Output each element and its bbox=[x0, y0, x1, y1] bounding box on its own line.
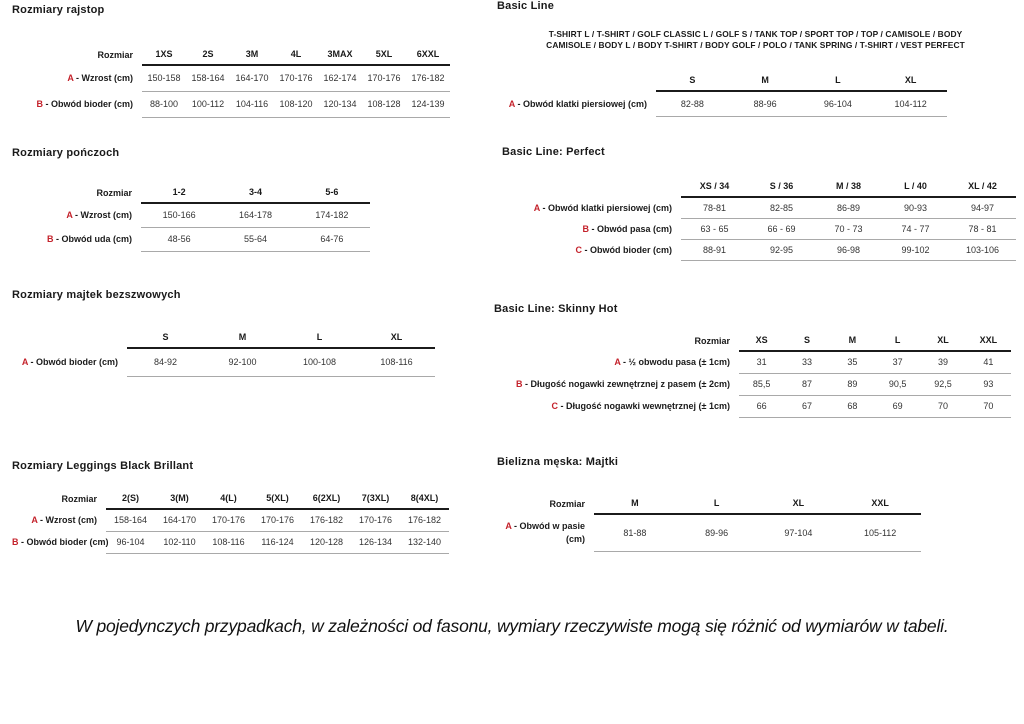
dimension-letter: A bbox=[67, 73, 74, 83]
size-column-header: S bbox=[656, 70, 729, 91]
measurement-row bbox=[12, 65, 450, 91]
section-title: Rozmiary majtek bezszwowych bbox=[12, 289, 181, 301]
dimension-letter: C bbox=[551, 401, 559, 411]
size-column-header: M bbox=[204, 327, 281, 348]
measurement-label: A - Wzrost (cm) bbox=[31, 515, 97, 525]
measurement-label: A - Wzrost (cm) bbox=[67, 73, 133, 83]
size-value: 86-89 bbox=[815, 197, 882, 218]
size-value: 176-182 bbox=[406, 65, 450, 91]
size-column-header: 2(S) bbox=[106, 488, 155, 509]
section-leggings bbox=[12, 460, 449, 554]
dimension-letter: C bbox=[575, 244, 582, 255]
rajstopy-size-table bbox=[12, 44, 450, 118]
size-value: 33 bbox=[784, 351, 829, 373]
size-value: 70 - 73 bbox=[815, 218, 882, 239]
measurement-row bbox=[494, 395, 1011, 417]
size-value: 82-88 bbox=[656, 91, 729, 116]
section-ponczochy bbox=[12, 147, 370, 252]
size-column-header: S / 36 bbox=[748, 176, 815, 197]
section-title: Rozmiary Leggings Black Brillant bbox=[12, 460, 194, 472]
dimension-letter: A bbox=[66, 210, 73, 220]
size-value: 108-128 bbox=[362, 91, 406, 117]
product-list-line-1: T-SHIRT L / T-SHIRT / GOLF CLASSIC L / GOLF S / TANK TOP / SPORT TOP / TOP / CAMISOLE / BODY bbox=[548, 29, 963, 39]
size-value: 100-108 bbox=[281, 348, 358, 376]
header-row bbox=[12, 488, 449, 509]
size-column-header: M / 38 bbox=[815, 176, 882, 197]
basic-line-product-list bbox=[497, 29, 1014, 50]
size-value: 120-128 bbox=[302, 531, 351, 553]
size-column-header: 3MAX bbox=[318, 44, 362, 65]
size-value: 78 - 81 bbox=[949, 218, 1016, 239]
header-row bbox=[502, 176, 1016, 197]
size-value: 174-182 bbox=[294, 203, 370, 227]
section-title: Basic Line: Skinny Hot bbox=[494, 303, 618, 315]
size-value: 67 bbox=[784, 395, 829, 417]
measurement-row bbox=[502, 218, 1016, 239]
size-column-header: 5XL bbox=[362, 44, 406, 65]
size-column-header: XXL bbox=[839, 493, 921, 514]
section-title: Rozmiary pończoch bbox=[12, 147, 120, 159]
size-value: 97-104 bbox=[758, 514, 840, 551]
size-column-header: 6(2XL) bbox=[302, 488, 351, 509]
measurement-label: B - Obwód uda (cm) bbox=[47, 234, 132, 244]
header-row bbox=[12, 182, 370, 203]
size-column-header: XL bbox=[358, 327, 435, 348]
header-row bbox=[494, 330, 1011, 351]
size-value: 87 bbox=[784, 373, 829, 395]
header-row bbox=[497, 493, 921, 514]
size-column-header: 2S bbox=[186, 44, 230, 65]
size-column-header: 8(4XL) bbox=[400, 488, 449, 509]
dimension-letter: A bbox=[505, 520, 512, 531]
size-column-header: 4(L) bbox=[204, 488, 253, 509]
basic-line-skinny-hot-size-table bbox=[494, 330, 1011, 418]
corner-label bbox=[502, 176, 681, 197]
size-value: 170-176 bbox=[274, 65, 318, 91]
size-value: 103-106 bbox=[949, 239, 1016, 260]
size-value: 108-116 bbox=[358, 348, 435, 376]
measurement-row bbox=[12, 227, 370, 251]
measurement-row bbox=[12, 531, 449, 553]
leggings-size-table bbox=[12, 488, 449, 554]
size-value: 70 bbox=[966, 395, 1011, 417]
size-value: 35 bbox=[830, 351, 875, 373]
size-value: 108-120 bbox=[274, 91, 318, 117]
size-value: 105-112 bbox=[839, 514, 921, 551]
size-column-header: XS bbox=[739, 330, 784, 351]
size-value: 88-100 bbox=[142, 91, 186, 117]
size-value: 96-98 bbox=[815, 239, 882, 260]
corner-label bbox=[12, 327, 127, 348]
corner-label: Rozmiar bbox=[549, 499, 585, 509]
size-column-header: L bbox=[676, 493, 758, 514]
size-value: 170-176 bbox=[351, 509, 400, 531]
measurement-label: B - Długość nogawki zewnętrznej z pasem (± 2cm) bbox=[516, 379, 730, 389]
size-value: 89-96 bbox=[676, 514, 758, 551]
size-value: 162-174 bbox=[318, 65, 362, 91]
ponczochy-size-table bbox=[12, 182, 370, 252]
size-value: 48-56 bbox=[141, 227, 217, 251]
size-value: 64-76 bbox=[294, 227, 370, 251]
size-value: 88-96 bbox=[729, 91, 802, 116]
size-column-header: S bbox=[784, 330, 829, 351]
header-row bbox=[12, 327, 435, 348]
size-column-header: 3M bbox=[230, 44, 274, 65]
basic-line-perfect-size-table bbox=[502, 176, 1016, 261]
measurement-row bbox=[12, 509, 449, 531]
size-value: 37 bbox=[875, 351, 920, 373]
size-value: 66 - 69 bbox=[748, 218, 815, 239]
measurement-label: A - Wzrost (cm) bbox=[66, 210, 132, 220]
size-column-header: XL bbox=[758, 493, 840, 514]
size-column-header: XL bbox=[874, 70, 947, 91]
measurement-row bbox=[494, 351, 1011, 373]
size-column-header: M bbox=[729, 70, 802, 91]
size-value: 78-81 bbox=[681, 197, 748, 218]
size-value: 176-182 bbox=[400, 509, 449, 531]
size-column-header: L bbox=[281, 327, 358, 348]
size-column-header: 4L bbox=[274, 44, 318, 65]
size-value: 84-92 bbox=[127, 348, 204, 376]
size-value: 39 bbox=[920, 351, 965, 373]
dimension-letter: A bbox=[508, 98, 515, 109]
size-value: 89 bbox=[830, 373, 875, 395]
size-value: 82-85 bbox=[748, 197, 815, 218]
size-value: 170-176 bbox=[362, 65, 406, 91]
measurement-label: A - ½ obwodu pasa (± 1cm) bbox=[614, 357, 730, 367]
size-value: 90-93 bbox=[882, 197, 949, 218]
bielizna-meska-size-table bbox=[497, 493, 921, 552]
size-column-header: M bbox=[830, 330, 875, 351]
measurement-row bbox=[12, 91, 450, 117]
measurement-row bbox=[497, 514, 921, 551]
size-column-header: 6XXL bbox=[406, 44, 450, 65]
measurement-row bbox=[12, 203, 370, 227]
size-column-header: L / 40 bbox=[882, 176, 949, 197]
size-value: 132-140 bbox=[400, 531, 449, 553]
size-value: 104-116 bbox=[230, 91, 274, 117]
measurement-label: A - Obwód klatki piersiowej (cm) bbox=[508, 98, 647, 109]
header-row bbox=[497, 70, 947, 91]
size-value: 170-176 bbox=[253, 509, 302, 531]
section-title: Basic Line bbox=[497, 0, 555, 12]
size-value: 63 - 65 bbox=[681, 218, 748, 239]
size-column-header: XL bbox=[920, 330, 965, 351]
dimension-letter: B bbox=[47, 234, 54, 244]
size-value: 108-116 bbox=[204, 531, 253, 553]
corner-label: Rozmiar bbox=[96, 188, 132, 198]
corner-label: Rozmiar bbox=[97, 50, 133, 60]
measurement-row bbox=[502, 239, 1016, 260]
size-value: 81-88 bbox=[594, 514, 676, 551]
dimension-letter: B bbox=[36, 99, 43, 109]
size-value: 126-134 bbox=[351, 531, 400, 553]
measurement-row bbox=[494, 373, 1011, 395]
size-value: 176-182 bbox=[302, 509, 351, 531]
dimension-letter: A bbox=[533, 202, 540, 213]
basic-line-size-table bbox=[497, 70, 947, 117]
section-title: Rozmiary rajstop bbox=[12, 4, 105, 16]
measurement-row bbox=[12, 348, 435, 376]
dimension-letter: A bbox=[614, 357, 621, 367]
size-column-header: M bbox=[594, 493, 676, 514]
corner-label: Rozmiar bbox=[694, 336, 730, 346]
size-value: 69 bbox=[875, 395, 920, 417]
size-value: 92-100 bbox=[204, 348, 281, 376]
dimension-letter: B bbox=[12, 537, 19, 547]
measurement-label: B - Obwód bioder (cm) bbox=[36, 99, 133, 109]
size-value: 158-164 bbox=[106, 509, 155, 531]
size-column-header: S bbox=[127, 327, 204, 348]
size-value: 99-102 bbox=[882, 239, 949, 260]
size-value: 93 bbox=[966, 373, 1011, 395]
size-value: 158-164 bbox=[186, 65, 230, 91]
size-value: 94-97 bbox=[949, 197, 1016, 218]
size-value: 120-134 bbox=[318, 91, 362, 117]
size-value: 70 bbox=[920, 395, 965, 417]
measurement-label: C - Obwód bioder (cm) bbox=[575, 244, 672, 255]
section-basic-line-perfect bbox=[502, 146, 1016, 261]
section-bielizna-meska bbox=[497, 456, 921, 552]
size-column-header: 5(XL) bbox=[253, 488, 302, 509]
size-value: 102-110 bbox=[155, 531, 204, 553]
section-rajstopy bbox=[12, 4, 450, 118]
measurement-row bbox=[502, 197, 1016, 218]
dimension-letter: B bbox=[582, 223, 589, 234]
size-value: 85,5 bbox=[739, 373, 784, 395]
size-value: 41 bbox=[966, 351, 1011, 373]
dimension-letter: A bbox=[31, 515, 38, 525]
size-value: 74 - 77 bbox=[882, 218, 949, 239]
size-column-header: XS / 34 bbox=[681, 176, 748, 197]
size-value: 55-64 bbox=[217, 227, 293, 251]
corner-label bbox=[497, 70, 656, 91]
measurement-label: A - Obwód klatki piersiowej (cm) bbox=[533, 202, 672, 213]
dimension-letter: B bbox=[516, 379, 523, 389]
size-value: 124-139 bbox=[406, 91, 450, 117]
size-value: 104-112 bbox=[874, 91, 947, 116]
size-column-header: 3-4 bbox=[217, 182, 293, 203]
size-value: 164-170 bbox=[155, 509, 204, 531]
footer-disclaimer: W pojedynczych przypadkach, w zależności od fasonu, wymiary rzeczywiste mogą się różnić od wymiarów w tabeli. bbox=[75, 616, 949, 636]
header-row bbox=[12, 44, 450, 65]
size-column-header: 1-2 bbox=[141, 182, 217, 203]
majtki-bezszwowe-size-table bbox=[12, 327, 435, 377]
section-majtki-bezszwowe bbox=[12, 289, 435, 377]
size-value: 96-104 bbox=[802, 91, 875, 116]
size-value: 164-170 bbox=[230, 65, 274, 91]
section-title: Bielizna męska: Majtki bbox=[497, 456, 619, 468]
size-column-header: XXL bbox=[966, 330, 1011, 351]
size-value: 170-176 bbox=[204, 509, 253, 531]
size-column-header: L bbox=[875, 330, 920, 351]
size-column-header: 7(3XL) bbox=[351, 488, 400, 509]
measurement-label: A - Obwód bioder (cm) bbox=[21, 357, 118, 367]
size-value: 150-158 bbox=[142, 65, 186, 91]
section-basic-line-skinny-hot bbox=[494, 303, 1011, 418]
size-value: 92,5 bbox=[920, 373, 965, 395]
measurement-label: C - Długość nogawki wewnętrznej (± 1cm) bbox=[551, 401, 730, 411]
measurement-label: A - Obwód w pasie (cm) bbox=[505, 520, 585, 544]
dimension-letter: A bbox=[21, 357, 28, 367]
size-value: 150-166 bbox=[141, 203, 217, 227]
size-value: 96-104 bbox=[106, 531, 155, 553]
size-value: 88-91 bbox=[681, 239, 748, 260]
size-column-header: L bbox=[802, 70, 875, 91]
size-value: 116-124 bbox=[253, 531, 302, 553]
measurement-label: B - Obwód pasa (cm) bbox=[582, 223, 672, 234]
corner-label: Rozmiar bbox=[61, 494, 97, 504]
measurement-row bbox=[497, 91, 947, 116]
size-column-header: 1XS bbox=[142, 44, 186, 65]
size-value: 68 bbox=[830, 395, 875, 417]
product-list-line-2: CAMISOLE / BODY L / BODY T-SHIRT / BODY GOLF / POLO / TANK SPRING / T-SHIRT / VEST PERFECT bbox=[546, 39, 965, 50]
size-value: 31 bbox=[739, 351, 784, 373]
size-value: 164-178 bbox=[217, 203, 293, 227]
size-value: 92-95 bbox=[748, 239, 815, 260]
size-column-header: 3(M) bbox=[155, 488, 204, 509]
section-title: Basic Line: Perfect bbox=[502, 146, 605, 158]
size-column-header: XL / 42 bbox=[949, 176, 1016, 197]
size-column-header: 5-6 bbox=[294, 182, 370, 203]
size-value: 66 bbox=[739, 395, 784, 417]
size-value: 90,5 bbox=[875, 373, 920, 395]
size-value: 100-112 bbox=[186, 91, 230, 117]
section-basic-line bbox=[497, 0, 1014, 117]
measurement-label: B - Obwód bioder (cm) bbox=[12, 537, 109, 547]
